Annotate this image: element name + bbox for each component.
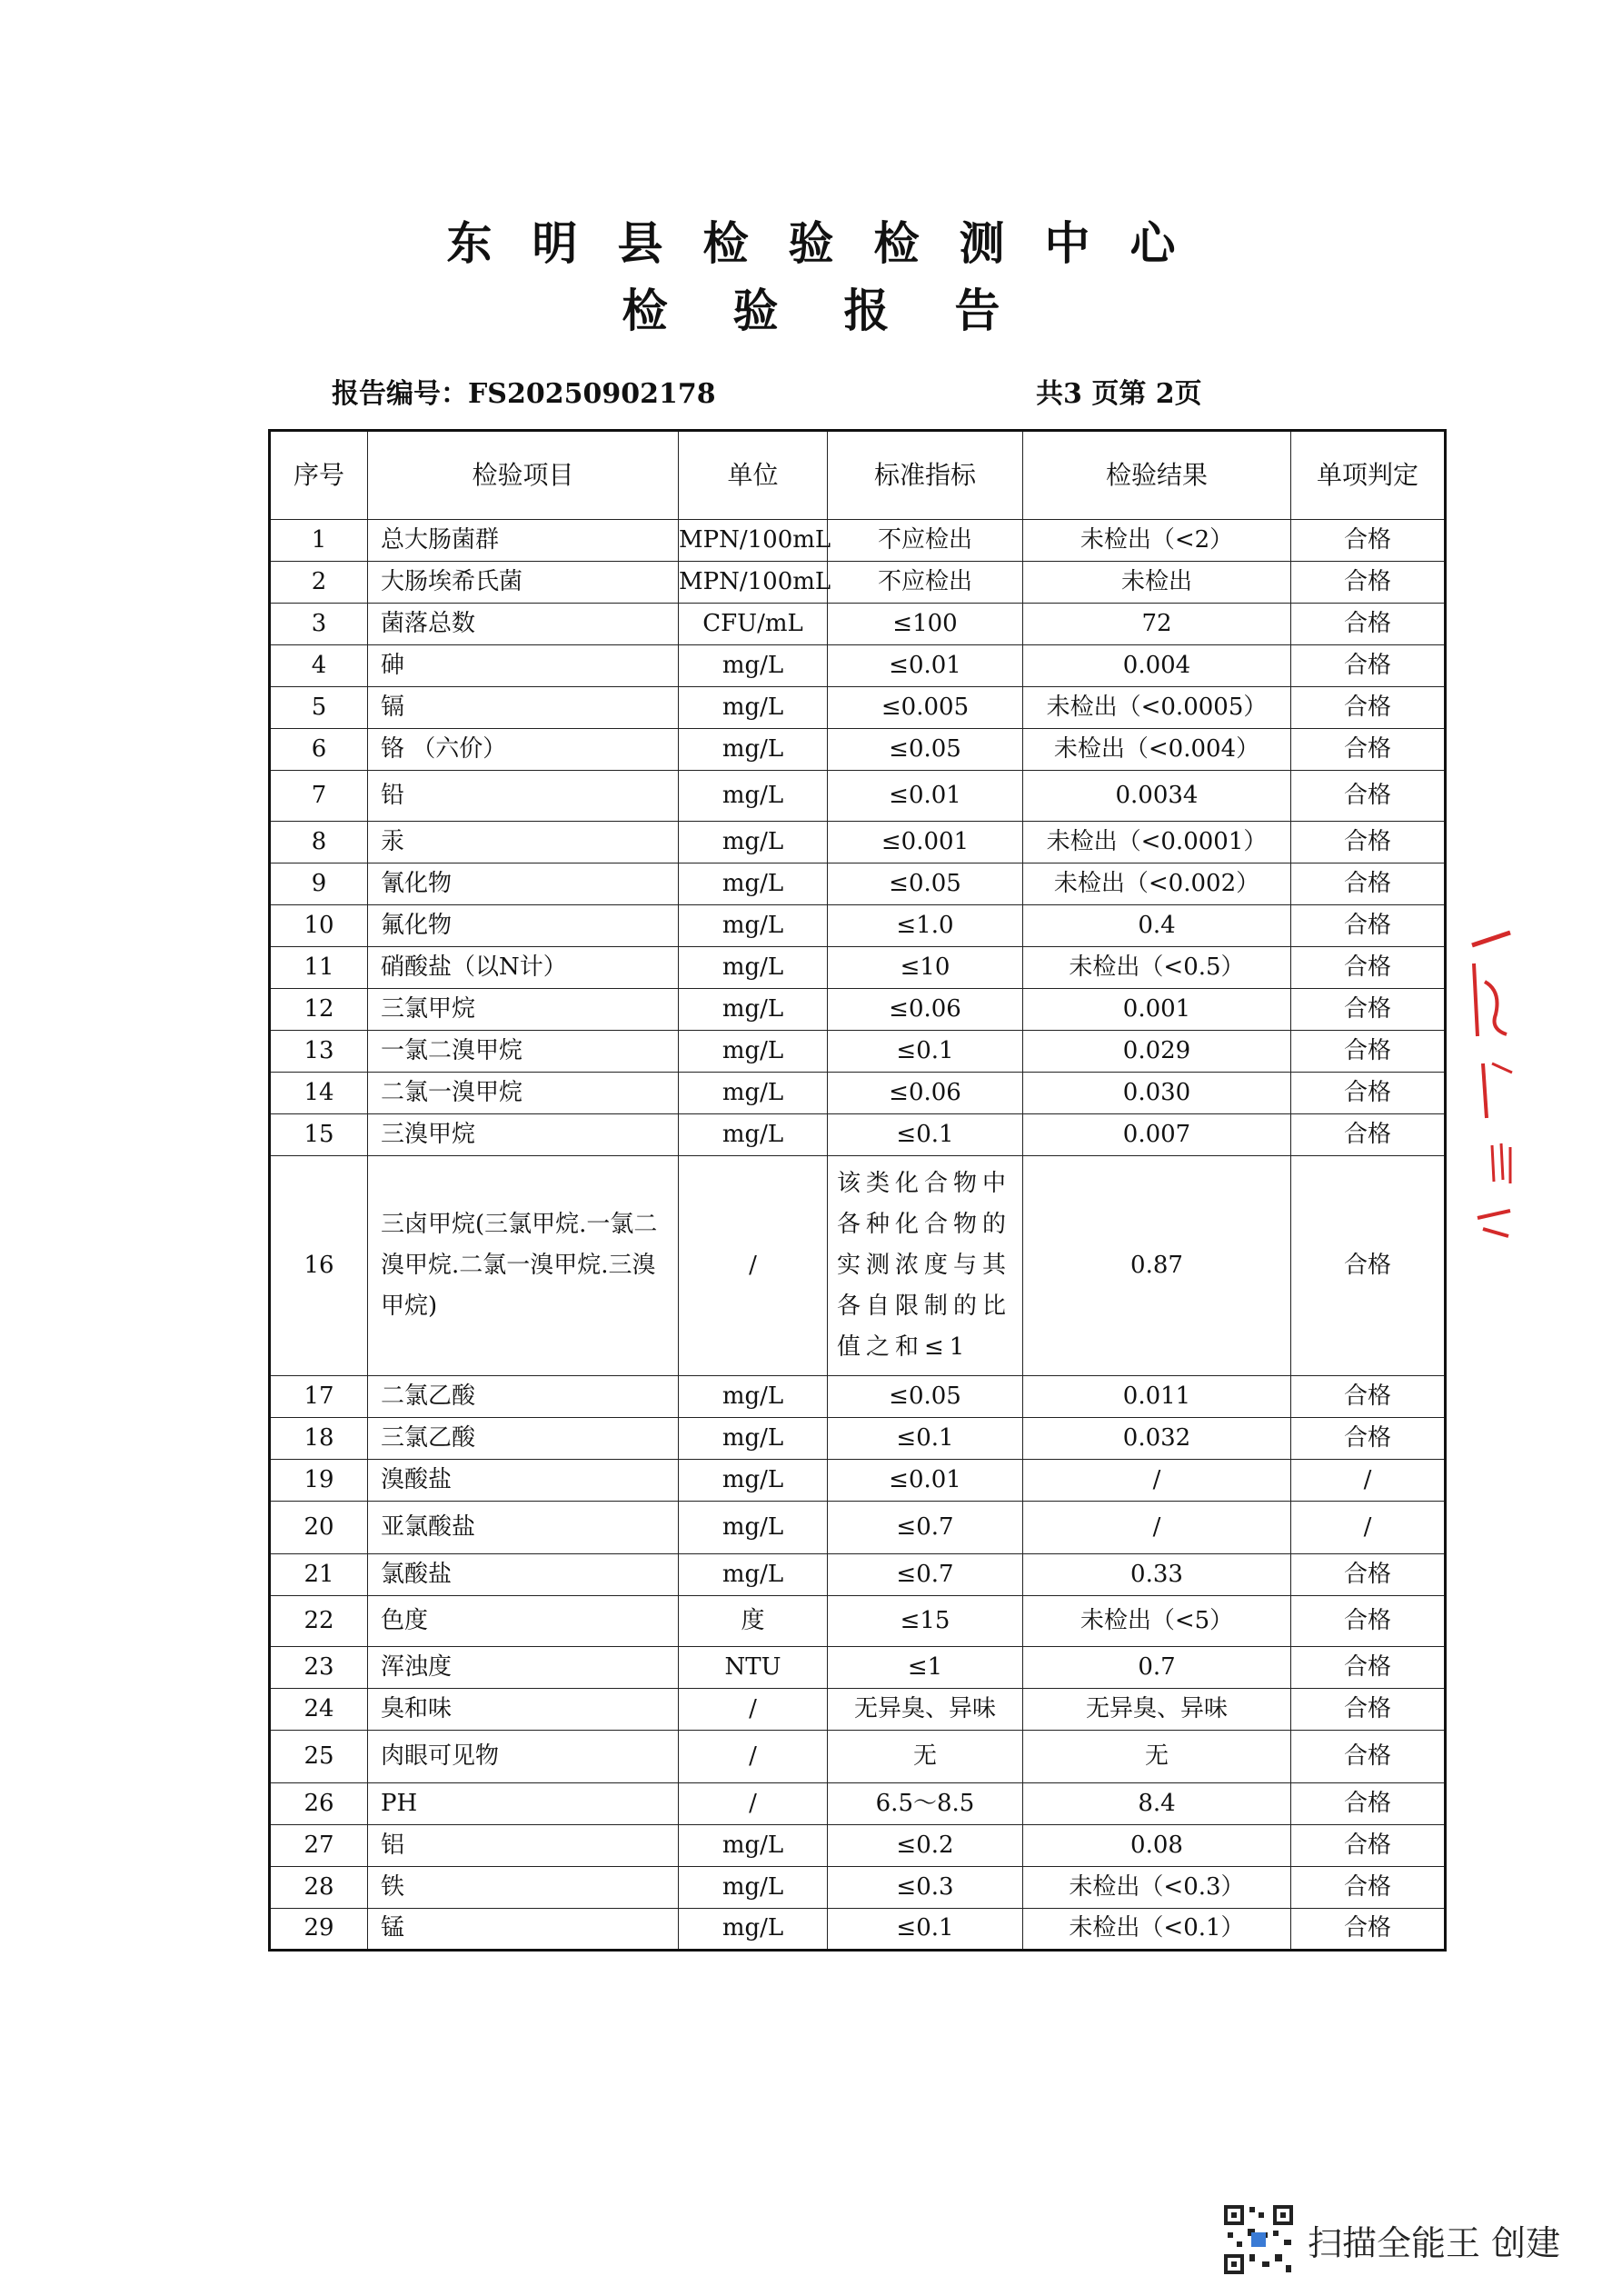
test-item: 氰化物 <box>368 863 679 905</box>
report-number: 报告编号：FS20250902178 <box>332 378 716 410</box>
verdict: 合格 <box>1291 1418 1446 1460</box>
unit: mg/L <box>679 1825 828 1867</box>
verdict: 合格 <box>1291 1073 1446 1114</box>
verdict: 合格 <box>1291 687 1446 729</box>
verdict: 合格 <box>1291 520 1446 562</box>
row-number: 14 <box>270 1073 368 1114</box>
test-item: 铁 <box>368 1867 679 1909</box>
test-result: / <box>1023 1460 1291 1502</box>
test-result: 未检出（<0.5） <box>1023 947 1291 989</box>
standard-limit: ≤0.2 <box>828 1825 1023 1867</box>
standard-limit: ≤0.01 <box>828 1460 1023 1502</box>
results-table <box>268 429 1447 1952</box>
row-number: 9 <box>270 863 368 905</box>
table-row <box>270 687 1446 729</box>
column-header: 单项判定 <box>1291 431 1446 520</box>
table-row <box>270 1731 1446 1783</box>
table-row <box>270 771 1446 822</box>
test-result: 未检出（<0.1） <box>1023 1909 1291 1951</box>
test-result: 8.4 <box>1023 1783 1291 1825</box>
unit: MPN/100mL <box>679 562 828 604</box>
unit: / <box>679 1156 828 1376</box>
unit: mg/L <box>679 1031 828 1073</box>
test-result: 0.029 <box>1023 1031 1291 1073</box>
table-row <box>270 604 1446 645</box>
unit: CFU/mL <box>679 604 828 645</box>
test-item: 浑浊度 <box>368 1647 679 1689</box>
unit: mg/L <box>679 1376 828 1418</box>
unit: / <box>679 1689 828 1731</box>
table-row <box>270 1073 1446 1114</box>
table-row <box>270 1502 1446 1554</box>
table-row <box>270 1647 1446 1689</box>
standard-limit: ≤0.05 <box>828 1376 1023 1418</box>
test-item: 汞 <box>368 822 679 863</box>
table-row <box>270 905 1446 947</box>
verdict: 合格 <box>1291 863 1446 905</box>
unit: mg/L <box>679 1502 828 1554</box>
test-result: 未检出（<0.002） <box>1023 863 1291 905</box>
test-item: 菌落总数 <box>368 604 679 645</box>
row-number: 1 <box>270 520 368 562</box>
qr-code-icon <box>1222 2203 1295 2276</box>
verdict: 合格 <box>1291 1376 1446 1418</box>
standard-limit: ≤0.1 <box>828 1114 1023 1156</box>
table-row <box>270 1867 1446 1909</box>
test-result: 未检出（<0.004） <box>1023 729 1291 771</box>
test-result: 72 <box>1023 604 1291 645</box>
table-row <box>270 989 1446 1031</box>
verdict: 合格 <box>1291 989 1446 1031</box>
verdict: 合格 <box>1291 729 1446 771</box>
row-number: 18 <box>270 1418 368 1460</box>
verdict: 合格 <box>1291 1825 1446 1867</box>
test-item: PH <box>368 1783 679 1825</box>
verdict: 合格 <box>1291 947 1446 989</box>
row-number: 16 <box>270 1156 368 1376</box>
row-number: 21 <box>270 1554 368 1596</box>
verdict: 合格 <box>1291 771 1446 822</box>
row-number: 25 <box>270 1731 368 1783</box>
test-result: 0.030 <box>1023 1073 1291 1114</box>
test-result: 0.87 <box>1023 1156 1291 1376</box>
test-item: 大肠埃希氏菌 <box>368 562 679 604</box>
test-item: 氟化物 <box>368 905 679 947</box>
standard-limit: ≤100 <box>828 604 1023 645</box>
row-number: 7 <box>270 771 368 822</box>
unit: mg/L <box>679 1114 828 1156</box>
unit: NTU <box>679 1647 828 1689</box>
row-number: 17 <box>270 1376 368 1418</box>
test-item: 三氯乙酸 <box>368 1418 679 1460</box>
table-row <box>270 1596 1446 1647</box>
row-number: 11 <box>270 947 368 989</box>
standard-limit: ≤0.001 <box>828 822 1023 863</box>
standard-limit: ≤0.06 <box>828 1073 1023 1114</box>
verdict: 合格 <box>1291 1114 1446 1156</box>
verdict: 合格 <box>1291 1554 1446 1596</box>
org-title: 东明县检验检测中心 <box>446 216 1216 270</box>
test-item: 三溴甲烷 <box>368 1114 679 1156</box>
unit: mg/L <box>679 729 828 771</box>
test-result: 未检出（<0.3） <box>1023 1867 1291 1909</box>
standard-limit: 无 <box>828 1731 1023 1783</box>
test-item: 铝 <box>368 1825 679 1867</box>
verdict: 合格 <box>1291 1909 1446 1951</box>
test-item: 铬 （六价） <box>368 729 679 771</box>
table-row <box>270 1909 1446 1951</box>
standard-limit: ≤15 <box>828 1596 1023 1647</box>
unit: mg/L <box>679 1418 828 1460</box>
test-item: 镉 <box>368 687 679 729</box>
test-item: 肉眼可见物 <box>368 1731 679 1783</box>
test-result: 无 <box>1023 1731 1291 1783</box>
test-item: 一氯二溴甲烷 <box>368 1031 679 1073</box>
table-row <box>270 947 1446 989</box>
test-item: 臭和味 <box>368 1689 679 1731</box>
test-result: 0.08 <box>1023 1825 1291 1867</box>
table-row <box>270 520 1446 562</box>
verdict: / <box>1291 1502 1446 1554</box>
table-row <box>270 1376 1446 1418</box>
unit: mg/L <box>679 1073 828 1114</box>
test-item: 氯酸盐 <box>368 1554 679 1596</box>
document-title: 检验报告 <box>622 284 1066 337</box>
standard-limit: 不应检出 <box>828 520 1023 562</box>
standard-limit: ≤0.005 <box>828 687 1023 729</box>
unit: mg/L <box>679 645 828 687</box>
row-number: 23 <box>270 1647 368 1689</box>
column-header: 单位 <box>679 431 828 520</box>
test-result: 未检出（<0.0005） <box>1023 687 1291 729</box>
unit: MPN/100mL <box>679 520 828 562</box>
test-item: 溴酸盐 <box>368 1460 679 1502</box>
table-row <box>270 1114 1446 1156</box>
table-row <box>270 562 1446 604</box>
test-item: 亚氯酸盐 <box>368 1502 679 1554</box>
test-result: 0.4 <box>1023 905 1291 947</box>
column-header: 检验项目 <box>368 431 679 520</box>
standard-limit: ≤0.3 <box>828 1867 1023 1909</box>
standard-limit: ≤0.01 <box>828 771 1023 822</box>
row-number: 22 <box>270 1596 368 1647</box>
table-row <box>270 1156 1446 1376</box>
table-row <box>270 729 1446 771</box>
test-item: 锰 <box>368 1909 679 1951</box>
test-item: 三氯甲烷 <box>368 989 679 1031</box>
standard-limit: ≤1.0 <box>828 905 1023 947</box>
test-item: 三卤甲烷(三氯甲烷.一氯二溴甲烷.二氯一溴甲烷.三溴甲烷) <box>368 1156 679 1376</box>
column-header: 检验结果 <box>1023 431 1291 520</box>
unit: mg/L <box>679 1554 828 1596</box>
verdict: 合格 <box>1291 1867 1446 1909</box>
verdict: 合格 <box>1291 604 1446 645</box>
standard-limit: ≤0.1 <box>828 1031 1023 1073</box>
row-number: 19 <box>270 1460 368 1502</box>
unit: mg/L <box>679 947 828 989</box>
scanner-text: 扫描全能王 创建 <box>1308 2222 1561 2263</box>
table-row <box>270 863 1446 905</box>
standard-limit: 6.5～8.5 <box>828 1783 1023 1825</box>
row-number: 24 <box>270 1689 368 1731</box>
table-row <box>270 822 1446 863</box>
test-item: 总大肠菌群 <box>368 520 679 562</box>
standard-limit: 该类化合物中各种化合物的实测浓度与其各自限制的比值之和≤1 <box>828 1156 1023 1376</box>
table-row <box>270 1418 1446 1460</box>
standard-limit: ≤10 <box>828 947 1023 989</box>
row-number: 5 <box>270 687 368 729</box>
verdict: 合格 <box>1291 822 1446 863</box>
row-number: 13 <box>270 1031 368 1073</box>
test-result: 0.007 <box>1023 1114 1291 1156</box>
unit: mg/L <box>679 1460 828 1502</box>
verdict: 合格 <box>1291 1647 1446 1689</box>
row-number: 4 <box>270 645 368 687</box>
test-result: 未检出（<5） <box>1023 1596 1291 1647</box>
test-item: 硝酸盐（以N计） <box>368 947 679 989</box>
standard-limit: ≤0.1 <box>828 1909 1023 1951</box>
table-row <box>270 1825 1446 1867</box>
unit: mg/L <box>679 771 828 822</box>
row-number: 26 <box>270 1783 368 1825</box>
test-item: 二氯一溴甲烷 <box>368 1073 679 1114</box>
unit: / <box>679 1731 828 1783</box>
table-row <box>270 1460 1446 1502</box>
test-result: 未检出 <box>1023 562 1291 604</box>
verdict: 合格 <box>1291 562 1446 604</box>
unit: mg/L <box>679 863 828 905</box>
verdict: 合格 <box>1291 905 1446 947</box>
page-info: 共3 页第 2页 <box>1036 378 1202 410</box>
standard-limit: 无异臭、异味 <box>828 1689 1023 1731</box>
verdict: 合格 <box>1291 1783 1446 1825</box>
unit: mg/L <box>679 687 828 729</box>
row-number: 20 <box>270 1502 368 1554</box>
row-number: 29 <box>270 1909 368 1951</box>
standard-limit: 不应检出 <box>828 562 1023 604</box>
test-result: 0.7 <box>1023 1647 1291 1689</box>
test-result: / <box>1023 1502 1291 1554</box>
standard-limit: ≤0.05 <box>828 863 1023 905</box>
unit: mg/L <box>679 905 828 947</box>
row-number: 10 <box>270 905 368 947</box>
test-result: 未检出（<2） <box>1023 520 1291 562</box>
row-number: 2 <box>270 562 368 604</box>
table-row <box>270 1783 1446 1825</box>
verdict: 合格 <box>1291 1731 1446 1783</box>
verdict: 合格 <box>1291 645 1446 687</box>
test-result: 0.0034 <box>1023 771 1291 822</box>
standard-limit: ≤0.7 <box>828 1502 1023 1554</box>
unit: mg/L <box>679 1909 828 1951</box>
row-number: 3 <box>270 604 368 645</box>
row-number: 28 <box>270 1867 368 1909</box>
standard-limit: ≤0.05 <box>828 729 1023 771</box>
unit: mg/L <box>679 822 828 863</box>
unit: 度 <box>679 1596 828 1647</box>
table-row <box>270 645 1446 687</box>
standard-limit: ≤0.01 <box>828 645 1023 687</box>
standard-limit: ≤1 <box>828 1647 1023 1689</box>
row-number: 15 <box>270 1114 368 1156</box>
table-row <box>270 1689 1446 1731</box>
verdict: 合格 <box>1291 1031 1446 1073</box>
column-header: 序号 <box>270 431 368 520</box>
test-result: 0.001 <box>1023 989 1291 1031</box>
test-result: 未检出（<0.0001） <box>1023 822 1291 863</box>
test-result: 无异臭、异味 <box>1023 1689 1291 1731</box>
test-item: 铅 <box>368 771 679 822</box>
standard-limit: ≤0.7 <box>828 1554 1023 1596</box>
standard-limit: ≤0.06 <box>828 989 1023 1031</box>
test-result: 0.032 <box>1023 1418 1291 1460</box>
row-number: 6 <box>270 729 368 771</box>
row-number: 8 <box>270 822 368 863</box>
test-item: 砷 <box>368 645 679 687</box>
unit: / <box>679 1783 828 1825</box>
test-result: 0.004 <box>1023 645 1291 687</box>
red-seal-fragment <box>1465 927 1519 1254</box>
test-item: 色度 <box>368 1596 679 1647</box>
table-row <box>270 1031 1446 1073</box>
verdict: 合格 <box>1291 1689 1446 1731</box>
verdict: 合格 <box>1291 1156 1446 1376</box>
test-result: 0.33 <box>1023 1554 1291 1596</box>
verdict: 合格 <box>1291 1596 1446 1647</box>
unit: mg/L <box>679 989 828 1031</box>
standard-limit: ≤0.1 <box>828 1418 1023 1460</box>
row-number: 27 <box>270 1825 368 1867</box>
verdict: / <box>1291 1460 1446 1502</box>
unit: mg/L <box>679 1867 828 1909</box>
table-header-row <box>270 431 1446 520</box>
row-number: 12 <box>270 989 368 1031</box>
table-row <box>270 1554 1446 1596</box>
column-header: 标准指标 <box>828 431 1023 520</box>
scanner-watermark <box>1222 2203 1560 2276</box>
test-result: 0.011 <box>1023 1376 1291 1418</box>
test-item: 二氯乙酸 <box>368 1376 679 1418</box>
